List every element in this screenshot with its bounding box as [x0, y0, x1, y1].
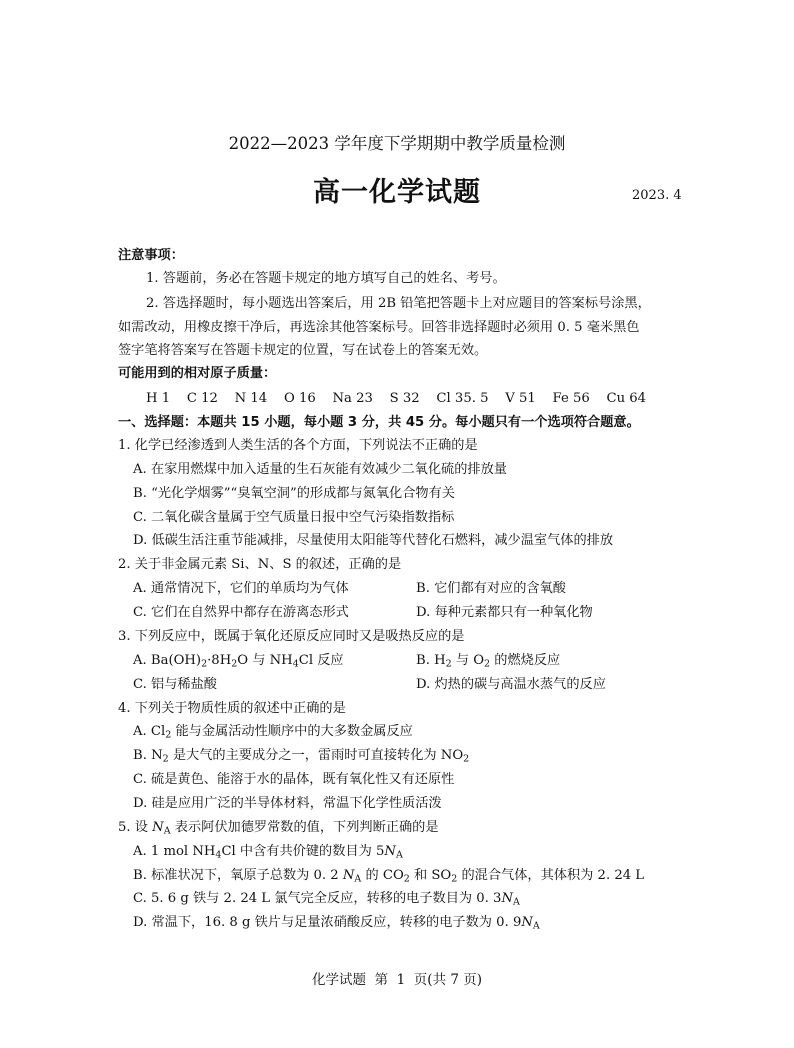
q4-option-d: D. 硅是应用广泛的半导体材料，常温下化学性质活泼: [133, 796, 442, 811]
q2-option-c: C. 它们在自然界中都存在游离态形式: [133, 605, 349, 620]
q2-option-a: A. 通常情况下，它们的单质均为气体: [133, 581, 349, 596]
q4-option-a: A. $Cl_2$ 能与金属活动性顺序中的大多数金属反应: [133, 724, 413, 741]
q3-stem: 3. 下列反应中，既属于氧化还原反应同时又是吸热反应的是: [118, 629, 465, 644]
q1-option-a: A. 在家用燃煤中加入适量的生石灰能有效减少二氧化硫的排放量: [133, 462, 507, 477]
q2-option-b: B. 它们都有对应的含氧酸: [416, 581, 566, 596]
section-heading: 一、选择题：本题共 15 小题，每小题 3 分，共 45 分。每小题只有一个选项符合题意。: [118, 415, 640, 430]
exam-date: 2023. 4: [632, 188, 682, 203]
q5-option-b: B. 标准状况下，氧原子总数为 0. 2 $N_A$ 的 $CO_2$ 和 $SO_2$ 的混合气体，其体积为 2. 24 L: [133, 868, 645, 885]
q1-stem: 1. 化学已经渗透到人类生活的各个方面，下列说法不正确的是: [118, 438, 478, 453]
notes-heading: 注意事项：: [118, 248, 184, 263]
q2-stem: 2. 关于非金属元素 Si、N、S 的叙述，正确的是: [118, 557, 402, 572]
q5-option-c: C. 5. 6 g 铁与 2. 24 L 氯气完全反应，转移的电子数目为 0. $3N_A$: [133, 891, 520, 908]
notes-item-2-line-3: 签字笔将答案写在答题卡规定的位置，写在试卷上的答案无效。: [118, 343, 488, 358]
q3-option-b: B. $H_2$ 与 $O_2$ 的燃烧反应: [416, 653, 561, 670]
q3-option-c: C. 铝与稀盐酸: [133, 677, 217, 692]
atomic-mass-values: H 1 C 12 N 14 O 16 Na 23 S 32 Cl 35. 5 V 51 Fe 56 Cu 64: [146, 391, 647, 406]
q3-option-d: D. 灼热的碳与高温水蒸气的反应: [416, 677, 606, 692]
q1-option-d: D. 低碳生活注重节能减排，尽量使用太阳能等代替化石燃料，减少温室气体的排放: [133, 533, 614, 548]
q4-option-b: B. $N_2$ 是大气的主要成分之一，雷雨时可直接转化为 $NO_2$: [133, 748, 470, 765]
notes-item-2-line-2: 如需改动，用橡皮擦干净后，再选涂其他答案标号。回答非选择题时必须用 0. 5 毫米黑色: [118, 320, 640, 335]
q3-option-a: A. $Ba(OH)_2\cdot 8H_2O$ 与 $NH_4Cl$ 反应: [133, 653, 344, 670]
atomic-mass-heading: 可能用到的相对原子质量：: [118, 366, 277, 381]
q4-stem: 4. 下列关于物质性质的叙述中正确的是: [118, 701, 346, 716]
notes-item-1: 1. 答题前，务必在答题卡规定的地方填写自己的姓名、考号。: [146, 271, 506, 286]
q2-option-d: D. 每种元素都只有一种氧化物: [416, 605, 593, 620]
page-footer: 化学试题 第 1 页(共 7 页): [311, 972, 483, 988]
q1-option-c: C. 二氧化碳含量属于空气质量日报中空气污染指数指标: [133, 510, 455, 525]
q4-option-c: C. 硫是黄色、能溶于水的晶体，既有氧化性又有还原性: [133, 772, 455, 787]
q5-option-d: D. 常温下，16. 8 g 铁片与足量浓硝酸反应，转移的电子数为 0. $9N_A$: [133, 915, 540, 932]
q1-option-b: B. “光化学烟雾”“臭氧空洞”的形成都与氮氧化合物有关: [133, 486, 455, 501]
q5-stem: 5. 设 $N_A$ 表示阿伏加德罗常数的值，下列判断正确的是: [118, 820, 439, 837]
exam-header-title: 2022—2023 学年度下学期期中教学质量检测: [228, 134, 566, 153]
notes-item-2-line-1: 2. 答选择题时，每小题选出答案后，用 2B 铅笔把答题卡上对应题目的答案标号涂黑，: [146, 296, 651, 311]
q5-option-a: A. 1 mol $NH_4Cl$ 中含有共价键的数目为 $5N_A$: [133, 844, 403, 861]
page-title: 高一化学试题: [313, 177, 481, 208]
